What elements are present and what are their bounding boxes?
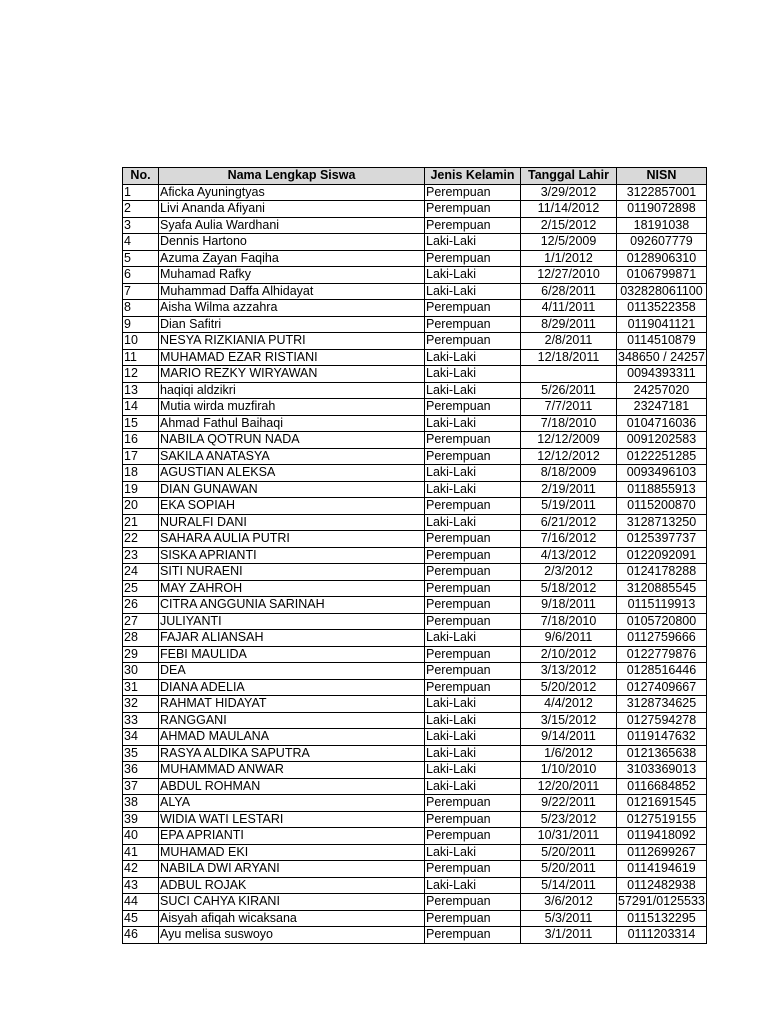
cell-no: 22 [123,531,159,548]
table-row [123,877,707,894]
table-row [123,712,707,729]
cell-birthdate: 2/10/2012 [521,646,617,663]
cell-no: 11 [123,349,159,366]
cell-birthdate: 9/6/2011 [521,630,617,647]
cell-no: 29 [123,646,159,663]
cell-nisn: 0124178288 [617,564,707,581]
cell-name: EPA APRIANTI [159,828,425,845]
cell-no: 36 [123,762,159,779]
cell-name: MARIO REZKY WIRYAWAN [159,366,425,383]
table-row [123,564,707,581]
cell-no: 12 [123,366,159,383]
table-row [123,778,707,795]
cell-name: ADBUL ROJAK [159,877,425,894]
cell-birthdate: 2/15/2012 [521,217,617,234]
table-row [123,729,707,746]
cell-gender: Laki-Laki [425,349,521,366]
cell-birthdate: 12/27/2010 [521,267,617,284]
cell-no: 4 [123,234,159,251]
cell-gender: Perempuan [425,861,521,878]
cell-no: 30 [123,663,159,680]
cell-nisn: 0118855913 [617,481,707,498]
cell-name: NABILA QOTRUN NADA [159,432,425,449]
cell-gender: Perempuan [425,613,521,630]
table-row [123,597,707,614]
cell-nisn: 0104716036 [617,415,707,432]
cell-nisn: 0119041121 [617,316,707,333]
cell-gender: Perempuan [425,300,521,317]
cell-no: 39 [123,811,159,828]
cell-gender: Laki-Laki [425,481,521,498]
cell-no: 21 [123,514,159,531]
cell-name: CITRA ANGGUNIA SARINAH [159,597,425,614]
cell-nisn: 0093496103 [617,465,707,482]
cell-name: haqiqi aldzikri [159,382,425,399]
cell-birthdate: 4/11/2011 [521,300,617,317]
student-table [122,167,707,944]
cell-no: 42 [123,861,159,878]
cell-gender: Perempuan [425,316,521,333]
cell-nisn: 0119072898 [617,201,707,218]
table-row [123,795,707,812]
cell-gender: Perempuan [425,597,521,614]
cell-gender: Laki-Laki [425,745,521,762]
cell-name: AHMAD MAULANA [159,729,425,746]
cell-no: 33 [123,712,159,729]
cell-gender: Laki-Laki [425,514,521,531]
cell-nisn: 3122857001 [617,184,707,201]
cell-gender: Perempuan [425,828,521,845]
cell-nisn: 0094393311 [617,366,707,383]
cell-no: 26 [123,597,159,614]
cell-name: Ahmad Fathul Baihaqi [159,415,425,432]
header-gender: Jenis Kelamin [425,168,521,185]
cell-nisn: 24257020 [617,382,707,399]
cell-nisn: 0115132295 [617,910,707,927]
cell-birthdate: 9/14/2011 [521,729,617,746]
table-row [123,217,707,234]
cell-nisn: 18191038 [617,217,707,234]
cell-birthdate: 7/7/2011 [521,399,617,416]
cell-birthdate: 7/16/2012 [521,531,617,548]
cell-name: DEA [159,663,425,680]
cell-no: 20 [123,498,159,515]
cell-birthdate: 12/12/2009 [521,432,617,449]
table-row [123,448,707,465]
cell-no: 38 [123,795,159,812]
table-row [123,910,707,927]
cell-name: FAJAR ALIANSAH [159,630,425,647]
cell-gender: Perempuan [425,564,521,581]
table-body [123,184,707,943]
cell-gender: Perempuan [425,531,521,548]
table-row [123,894,707,911]
cell-no: 17 [123,448,159,465]
cell-name: Mutia wirda muzfirah [159,399,425,416]
cell-birthdate: 5/3/2011 [521,910,617,927]
cell-name: ALYA [159,795,425,812]
cell-no: 16 [123,432,159,449]
table-row [123,234,707,251]
cell-nisn: 0112482938 [617,877,707,894]
cell-birthdate: 12/18/2011 [521,349,617,366]
cell-gender: Laki-Laki [425,877,521,894]
cell-nisn: 3120885545 [617,580,707,597]
cell-birthdate: 12/12/2012 [521,448,617,465]
cell-nisn: 0119418092 [617,828,707,845]
cell-name: Aisyah afiqah wicaksana [159,910,425,927]
cell-nisn: 0122251285 [617,448,707,465]
cell-birthdate: 5/20/2012 [521,679,617,696]
cell-name: AGUSTIAN ALEKSA [159,465,425,482]
cell-nisn: 0112699267 [617,844,707,861]
cell-no: 2 [123,201,159,218]
table-row [123,811,707,828]
table-row [123,432,707,449]
cell-name: Azuma Zayan Faqiha [159,250,425,267]
cell-birthdate: 5/23/2012 [521,811,617,828]
cell-gender: Laki-Laki [425,630,521,647]
table-row [123,514,707,531]
cell-birthdate: 3/1/2011 [521,927,617,944]
cell-nisn: 0119147632 [617,729,707,746]
table-row [123,415,707,432]
cell-nisn: 092607779 [617,234,707,251]
header-nisn: NISN [617,168,707,185]
table-row [123,267,707,284]
cell-gender: Perempuan [425,399,521,416]
cell-no: 9 [123,316,159,333]
cell-gender: Laki-Laki [425,712,521,729]
cell-nisn: 348650 / 24257 [618,349,705,364]
cell-gender: Laki-Laki [425,729,521,746]
cell-nisn: 0111203314 [617,927,707,944]
cell-nisn: 0114194619 [617,861,707,878]
cell-name: NESYA RIZKIANIA PUTRI [159,333,425,350]
cell-gender: Perempuan [425,679,521,696]
cell-nisn: 57291/0125533 [618,894,705,908]
cell-gender: Laki-Laki [425,778,521,795]
cell-birthdate: 9/18/2011 [521,597,617,614]
table-row [123,580,707,597]
cell-birthdate: 4/4/2012 [521,696,617,713]
cell-name: NABILA DWI ARYANI [159,861,425,878]
cell-name: DIANA ADELIA [159,679,425,696]
cell-name: RANGGANI [159,712,425,729]
cell-name: MUHAMAD EZAR RISTIANI [159,349,425,366]
cell-name: SITI NURAENI [159,564,425,581]
cell-name: Syafa Aulia Wardhani [159,217,425,234]
cell-name: Muhammad Daffa Alhidayat [159,283,425,300]
header-name: Nama Lengkap Siswa [159,168,425,185]
cell-birthdate: 7/18/2010 [521,613,617,630]
cell-nisn: 0115200870 [617,498,707,515]
cell-name: SAHARA AULIA PUTRI [159,531,425,548]
header-birthdate: Tanggal Lahir [521,168,617,185]
table-row [123,844,707,861]
cell-gender: Laki-Laki [425,844,521,861]
cell-nisn: 0122092091 [617,547,707,564]
table-row [123,663,707,680]
cell-nisn: 0125397737 [617,531,707,548]
table-row [123,333,707,350]
cell-no: 19 [123,481,159,498]
cell-no: 10 [123,333,159,350]
cell-gender: Perempuan [425,646,521,663]
cell-nisn: 3128713250 [617,514,707,531]
cell-no: 40 [123,828,159,845]
cell-gender: Perempuan [425,894,521,911]
table-row [123,382,707,399]
cell-birthdate: 1/6/2012 [521,745,617,762]
table-row [123,498,707,515]
cell-birthdate: 2/8/2011 [521,333,617,350]
cell-name: MAY ZAHROH [159,580,425,597]
cell-birthdate: 10/31/2011 [521,828,617,845]
cell-nisn: 0127409667 [617,679,707,696]
table-row [123,745,707,762]
cell-gender: Laki-Laki [425,283,521,300]
cell-name: MUHAMMAD ANWAR [159,762,425,779]
cell-gender: Laki-Laki [425,696,521,713]
cell-name: WIDIA WATI LESTARI [159,811,425,828]
cell-name: SISKA APRIANTI [159,547,425,564]
cell-no: 13 [123,382,159,399]
cell-name: Aisha Wilma azzahra [159,300,425,317]
cell-gender: Laki-Laki [425,234,521,251]
cell-birthdate: 7/18/2010 [521,415,617,432]
cell-nisn: 0121365638 [617,745,707,762]
cell-no: 18 [123,465,159,482]
cell-birthdate: 12/20/2011 [521,778,617,795]
cell-name: NURALFI DANI [159,514,425,531]
cell-gender: Perempuan [425,910,521,927]
cell-no: 35 [123,745,159,762]
table-row [123,465,707,482]
cell-name: Ayu melisa suswoyo [159,927,425,944]
cell-nisn: 23247181 [617,399,707,416]
cell-birthdate: 12/5/2009 [521,234,617,251]
cell-birthdate: 5/20/2011 [521,844,617,861]
cell-no: 44 [123,894,159,911]
cell-no: 15 [123,415,159,432]
cell-nisn: 0128906310 [617,250,707,267]
cell-gender: Laki-Laki [425,382,521,399]
table-row [123,316,707,333]
cell-nisn: 3128734625 [617,696,707,713]
cell-nisn: 0127519155 [617,811,707,828]
cell-nisn: 0116684852 [617,778,707,795]
cell-gender: Perempuan [425,448,521,465]
table-row [123,861,707,878]
table-row [123,828,707,845]
cell-no: 1 [123,184,159,201]
cell-gender: Laki-Laki [425,465,521,482]
cell-name: Muhamad Rafky [159,267,425,284]
cell-nisn: 0112759666 [617,630,707,647]
cell-birthdate: 3/29/2012 [521,184,617,201]
cell-nisn: 0127594278 [617,712,707,729]
cell-no: 27 [123,613,159,630]
cell-name: Livi Ananda Afiyani [159,201,425,218]
cell-birthdate: 4/13/2012 [521,547,617,564]
cell-no: 41 [123,844,159,861]
cell-gender: Perempuan [425,432,521,449]
cell-no: 43 [123,877,159,894]
cell-name: RASYA ALDIKA SAPUTRA [159,745,425,762]
cell-birthdate: 2/19/2011 [521,481,617,498]
cell-birthdate: 6/28/2011 [521,283,617,300]
cell-birthdate: 3/15/2012 [521,712,617,729]
cell-gender: Perempuan [425,250,521,267]
cell-gender: Perempuan [425,580,521,597]
cell-no: 23 [123,547,159,564]
cell-gender: Perempuan [425,333,521,350]
cell-no: 14 [123,399,159,416]
cell-nisn: 0106799871 [617,267,707,284]
cell-nisn: 3103369013 [617,762,707,779]
cell-gender: Laki-Laki [425,366,521,383]
cell-nisn: 032828061100 [617,283,707,300]
table-row [123,300,707,317]
table-row [123,399,707,416]
cell-birthdate: 1/10/2010 [521,762,617,779]
cell-no: 37 [123,778,159,795]
cell-gender: Laki-Laki [425,762,521,779]
table-row [123,927,707,944]
cell-no: 24 [123,564,159,581]
cell-nisn: 0114510879 [617,333,707,350]
cell-name: SUCI CAHYA KIRANI [159,894,425,911]
cell-name: Dennis Hartono [159,234,425,251]
cell-birthdate: 5/14/2011 [521,877,617,894]
header-no: No. [123,168,159,185]
cell-birthdate: 11/14/2012 [521,201,617,218]
cell-no: 3 [123,217,159,234]
cell-no: 28 [123,630,159,647]
cell-name: Dian Safitri [159,316,425,333]
cell-no: 8 [123,300,159,317]
cell-name: SAKILA ANATASYA [159,448,425,465]
cell-birthdate: 9/22/2011 [521,795,617,812]
cell-birthdate: 8/18/2009 [521,465,617,482]
cell-nisn: 0091202583 [617,432,707,449]
table-row [123,349,707,366]
cell-birthdate: 5/18/2012 [521,580,617,597]
cell-birthdate: 8/29/2011 [521,316,617,333]
cell-no: 7 [123,283,159,300]
table-row [123,250,707,267]
cell-birthdate: 5/20/2011 [521,861,617,878]
cell-no: 25 [123,580,159,597]
cell-no: 6 [123,267,159,284]
cell-name: JULIYANTI [159,613,425,630]
cell-gender: Perempuan [425,547,521,564]
cell-name: RAHMAT HIDAYAT [159,696,425,713]
cell-nisn: 0128516446 [617,663,707,680]
cell-gender: Perempuan [425,217,521,234]
cell-name: Aficka Ayuningtyas [159,184,425,201]
cell-gender: Laki-Laki [425,415,521,432]
cell-name: DIAN GUNAWAN [159,481,425,498]
table-row [123,184,707,201]
cell-birthdate: 3/6/2012 [521,894,617,911]
table-row [123,547,707,564]
cell-nisn: 0113522358 [617,300,707,317]
cell-no: 45 [123,910,159,927]
table-row [123,366,707,383]
cell-birthdate: 6/21/2012 [521,514,617,531]
cell-gender: Perempuan [425,498,521,515]
cell-birthdate: 5/19/2011 [521,498,617,515]
cell-nisn: 0115119913 [617,597,707,614]
cell-name: ABDUL ROHMAN [159,778,425,795]
cell-birthdate: 5/26/2011 [521,382,617,399]
cell-name: FEBI MAULIDA [159,646,425,663]
cell-name: EKA SOPIAH [159,498,425,515]
cell-no: 46 [123,927,159,944]
cell-name: MUHAMAD EKI [159,844,425,861]
cell-gender: Perempuan [425,663,521,680]
table-row [123,646,707,663]
cell-nisn: 0105720800 [617,613,707,630]
cell-birthdate [521,366,617,383]
cell-gender: Perempuan [425,927,521,944]
cell-birthdate: 3/13/2012 [521,663,617,680]
table-row [123,613,707,630]
cell-gender: Laki-Laki [425,267,521,284]
cell-gender: Perempuan [425,811,521,828]
cell-gender: Perempuan [425,184,521,201]
table-row [123,679,707,696]
table-row [123,283,707,300]
header-row [123,168,707,185]
cell-no: 5 [123,250,159,267]
cell-gender: Perempuan [425,795,521,812]
table-row [123,762,707,779]
table-row [123,201,707,218]
table-row [123,696,707,713]
cell-nisn: 0121691545 [617,795,707,812]
table-row [123,531,707,548]
table-row [123,481,707,498]
cell-birthdate: 1/1/2012 [521,250,617,267]
cell-birthdate: 2/3/2012 [521,564,617,581]
cell-no: 31 [123,679,159,696]
table-row [123,630,707,647]
cell-gender: Perempuan [425,201,521,218]
cell-no: 34 [123,729,159,746]
cell-no: 32 [123,696,159,713]
cell-nisn: 0122779876 [617,646,707,663]
